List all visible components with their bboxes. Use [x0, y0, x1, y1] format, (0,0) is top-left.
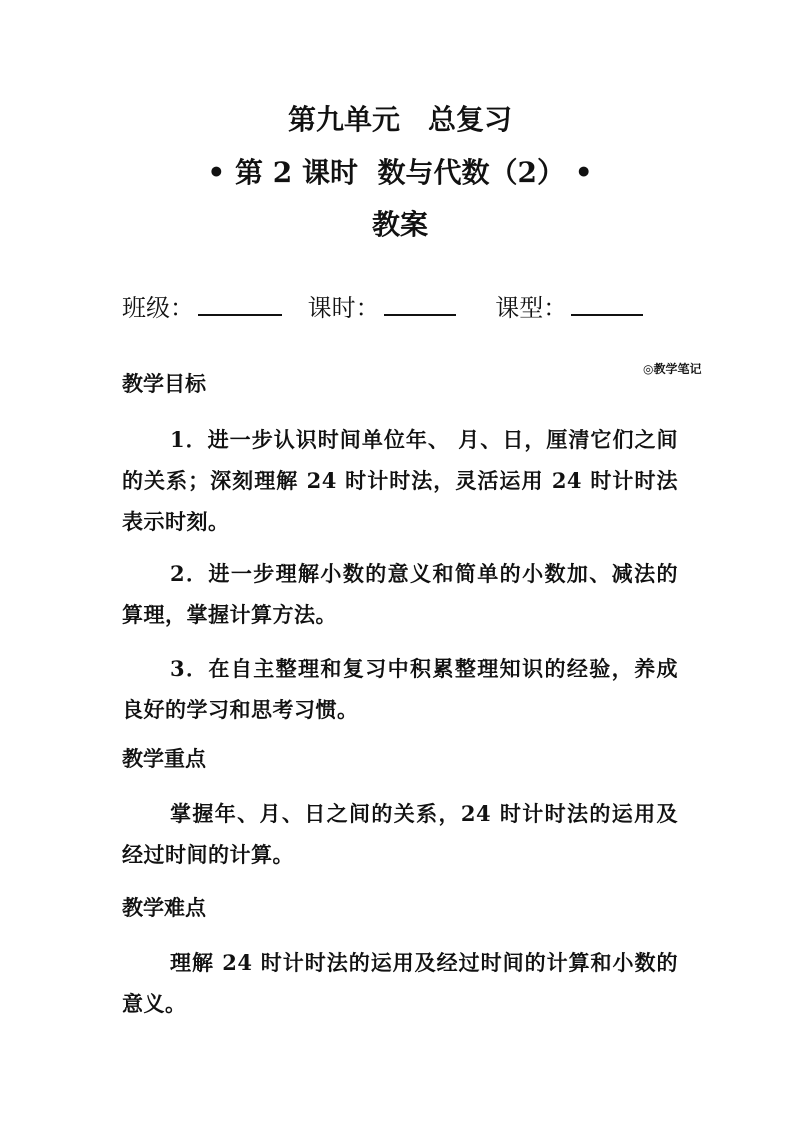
class-label: 班级： — [122, 294, 194, 322]
class-blank — [198, 288, 282, 316]
type-label: 课型： — [495, 294, 568, 322]
lesson-title: • 第 2 课时 数与代数（2） • — [207, 156, 593, 189]
key-points-heading: 教学重点 — [122, 746, 206, 771]
period-field — [308, 288, 456, 326]
period-label: 课时： — [307, 294, 380, 322]
document-type-title: 教案 — [371, 208, 428, 241]
period-blank — [384, 288, 456, 316]
teaching-notes-label: ◎教学笔记 — [643, 362, 702, 376]
lesson-meta-row — [122, 288, 643, 326]
objective-item-3: 3．在自主整理和复习中积累整理知识的经验，养成良好的学习和思考习惯。 — [122, 656, 678, 722]
class-field — [122, 288, 282, 326]
type-field — [495, 288, 643, 326]
objective-item-1: 1．进一步认识时间单位年、 月、日，厘清它们之间的关系；深刻理解 24 时计时法，灵活运用 24 时计时法表示时刻。 — [122, 427, 678, 534]
objectives-heading: 教学目标 — [122, 371, 206, 396]
type-blank — [571, 288, 643, 316]
key-points-text: 掌握年、月、日之间的关系，24 时计时法的运用及经过时间的计算。 — [122, 801, 678, 867]
difficulties-text: 理解 24 时计时法的运用及经过时间的计算和小数的意义。 — [122, 950, 678, 1016]
objective-item-2: 2．进一步理解小数的意义和简单的小数加、减法的算理，掌握计算方法。 — [122, 561, 678, 627]
difficulties-heading: 教学难点 — [122, 895, 206, 920]
unit-title: 第九单元 总复习 — [287, 103, 512, 136]
